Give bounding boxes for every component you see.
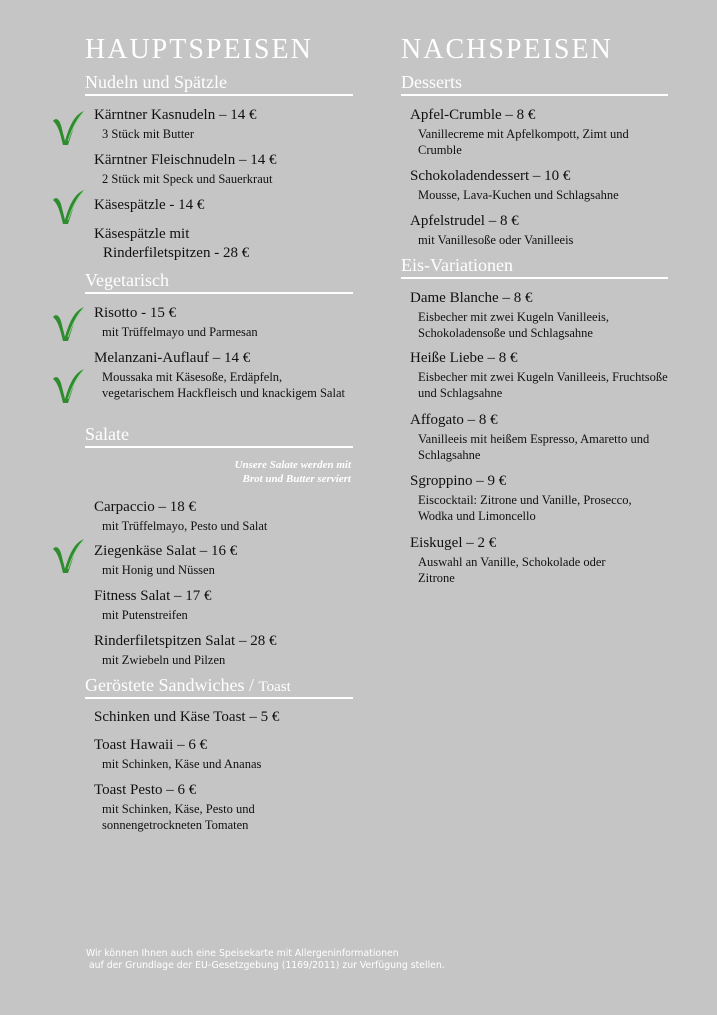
- dish-description: Eisbecher mit zwei Kugeln Vanilleeis, Fruchtsoße und Schlagsahne: [418, 370, 668, 400]
- dish-description: mit Trüffelmayo und Parmesan: [102, 325, 258, 339]
- dish-name: Eiskugel – 2 €: [410, 535, 497, 551]
- dish-name: Apfelstrudel – 8 €: [410, 213, 519, 229]
- dish-name: Rinderfiletspitzen Salat – 28 €: [94, 633, 277, 649]
- section-nudeln: Nudeln und Spätzle: [85, 71, 353, 96]
- menu-item: [410, 213, 668, 248]
- dish-name: Toast Hawaii – 6 €: [94, 737, 208, 753]
- menu-item: [94, 350, 353, 401]
- menu-item: [94, 152, 353, 187]
- dish-description: Mousse, Lava-Kuchen und Schlagsahne: [418, 188, 619, 202]
- dish-name-continued: Rinderfiletspitzen - 28 €: [103, 245, 250, 261]
- footer-line: auf der Grundlage der EU-Gesetzgebung (1169/2011) zur Verfügung stellen.: [86, 960, 445, 971]
- menu-item: [94, 305, 353, 340]
- vegetarian-leaf-icon: [50, 107, 86, 147]
- dish-name: Melanzani-Auflauf – 14 €: [94, 350, 251, 366]
- dish-description: mit Schinken, Käse und Ananas: [102, 757, 262, 771]
- dish-description: 2 Stück mit Speck und Sauerkraut: [102, 172, 273, 186]
- dish-description: Eisbecher mit zwei Kugeln Vanilleeis, Schokoladensoße und Schlagsahne: [418, 310, 610, 340]
- salate-note: [235, 458, 351, 486]
- salate-note-line: Unsere Salate werden mit: [234, 459, 351, 471]
- salate-note-line: Brot und Butter serviert: [242, 473, 351, 485]
- section-eis-variationen: Eis-Variationen: [401, 254, 668, 279]
- menu-item: [94, 197, 353, 214]
- allergen-footer-note: [86, 948, 445, 972]
- dish-description: Auswahl an Vanille, Schokolade oder Zitrone: [418, 555, 606, 585]
- section-desserts: Desserts: [401, 71, 668, 96]
- footer-line: Wir können Ihnen auch eine Speisekarte mit Allergeninformationen: [86, 948, 399, 959]
- section-sandwiches-label: Geröstete Sandwiches /: [85, 675, 259, 695]
- nachspeisen-title: NACHSPEISEN: [401, 34, 613, 65]
- dish-name: Affogato – 8 €: [410, 412, 498, 428]
- menu-item: [410, 290, 668, 341]
- menu-item: [94, 782, 353, 833]
- menu-item: [94, 633, 353, 668]
- dish-name: Kärntner Kasnudeln – 14 €: [94, 107, 257, 123]
- menu-item: [94, 709, 353, 726]
- vegetarian-leaf-icon: [50, 303, 86, 343]
- menu-item: [410, 412, 668, 463]
- dish-description: mit Schinken, Käse, Pesto und sonnengetrockneten Tomaten: [102, 802, 255, 832]
- menu-item: [94, 737, 353, 772]
- dish-name: Käsespätzle mit: [94, 226, 190, 242]
- section-vegetarisch: Vegetarisch: [85, 269, 353, 294]
- section-salate: Salate: [85, 423, 353, 448]
- vegetarian-leaf-icon: [50, 365, 86, 405]
- menu-item: [94, 499, 353, 534]
- dish-name: Heiße Liebe – 8 €: [410, 350, 518, 366]
- menu-item: [410, 473, 668, 524]
- hauptspeisen-title: HAUPTSPEISEN: [85, 34, 313, 65]
- vegetarian-leaf-icon: [50, 535, 86, 575]
- menu-item: [94, 226, 353, 264]
- dish-description: mit Honig und Nüssen: [102, 563, 215, 577]
- vegetarian-leaf-icon: [50, 186, 86, 226]
- dish-description: Vanillecreme mit Apfelkompott, Zimt und Crumble: [418, 127, 629, 157]
- dish-description: Eiscocktail: Zitrone und Vanille, Prosecco, Wodka und Limoncello: [418, 493, 632, 523]
- dish-name: Toast Pesto – 6 €: [94, 782, 197, 798]
- menu-item: [94, 543, 353, 578]
- dish-description: Vanilleeis mit heißem Espresso, Amaretto und Schlagsahne: [418, 432, 650, 462]
- dish-name: Fitness Salat – 17 €: [94, 588, 212, 604]
- dish-name: Dame Blanche – 8 €: [410, 290, 533, 306]
- menu-item: [410, 350, 668, 401]
- section-sandwiches-toast: Toast: [258, 679, 291, 695]
- dish-name: Sgroppino – 9 €: [410, 473, 507, 489]
- menu-item: [410, 168, 668, 203]
- dish-name: Käsespätzle - 14 €: [94, 197, 205, 213]
- dish-name: Apfel-Crumble – 8 €: [410, 107, 536, 123]
- menu-item: [410, 535, 668, 586]
- dish-description: mit Zwiebeln und Pilzen: [102, 653, 226, 667]
- dish-description: Moussaka mit Käsesoße, Erdäpfeln, vegetarischem Hackfleisch und knackigem Salat: [102, 370, 345, 400]
- dish-description: mit Putenstreifen: [102, 608, 188, 622]
- dish-name: Kärntner Fleischnudeln – 14 €: [94, 152, 277, 168]
- menu-item: [94, 588, 353, 623]
- dish-description: 3 Stück mit Butter: [102, 127, 195, 141]
- menu-item: [94, 107, 353, 142]
- dish-description: mit Vanillesoße oder Vanilleeis: [418, 233, 574, 247]
- dish-description: mit Trüffelmayo, Pesto und Salat: [102, 519, 268, 533]
- dish-name: Schinken und Käse Toast – 5 €: [94, 709, 280, 725]
- dish-name: Schokoladendessert – 10 €: [410, 168, 571, 184]
- dish-name: Ziegenkäse Salat – 16 €: [94, 543, 238, 559]
- section-sandwiches: [85, 674, 353, 699]
- dish-name: Carpaccio – 18 €: [94, 499, 197, 515]
- dish-name: Risotto - 15 €: [94, 305, 177, 321]
- menu-item: [410, 107, 668, 158]
